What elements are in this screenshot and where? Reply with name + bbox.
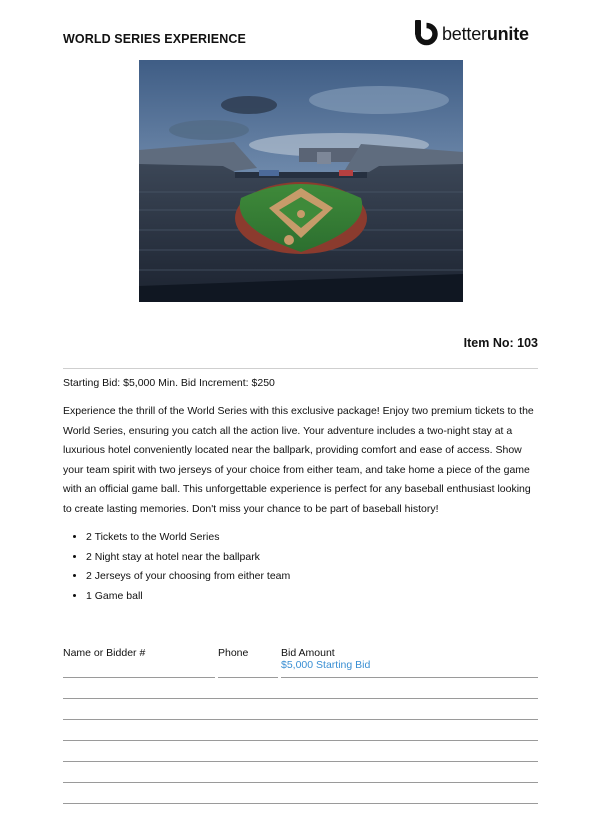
stadium-photo	[139, 60, 463, 302]
bid-entry-line[interactable]	[63, 740, 538, 741]
page-title: WORLD SERIES EXPERIENCE	[63, 32, 246, 46]
column-header-phone: Phone	[218, 647, 249, 659]
logo-text-bold: unite	[486, 24, 529, 44]
starting-bid-note: $5,000 Starting Bid	[281, 659, 371, 671]
header-rule-name	[63, 677, 215, 678]
column-header-name: Name or Bidder #	[63, 647, 146, 659]
betterunite-logo	[414, 20, 529, 48]
logo-text	[442, 25, 529, 43]
column-header-bid: Bid Amount	[281, 647, 335, 659]
item-number: Item No: 103	[463, 336, 538, 350]
bid-entry-line[interactable]	[63, 803, 538, 804]
feature-item: • 2 Night stay at hotel near the ballpark	[86, 548, 290, 568]
bid-entry-line[interactable]	[63, 698, 538, 699]
betterunite-b-icon	[414, 20, 438, 48]
item-description: Experience the thrill of the World Series with this exclusive package! Enjoy two premium tickets to the World Series, ensuring you catch all the action live. Your adventure includes a two-night stay at a luxurious hotel conveniently located near the ballpark, providing comfort and ease of access. Show your team spirit with two jerseys of your choice from either team, and take home a piece of the game with an official game ball. This unforgettable experience is perfect for any baseball enthusiast looking to create lasting memories. Don't miss your chance to be part of baseball history!	[63, 405, 534, 515]
bid-entry-line[interactable]	[63, 761, 538, 762]
header-rule-phone	[218, 677, 278, 678]
bid-entry-line[interactable]	[63, 782, 538, 783]
feature-item: • 2 Tickets to the World Series	[86, 528, 290, 548]
header-rule-bid	[281, 677, 538, 678]
starting-bid-info: Starting Bid: $5,000 Min. Bid Increment: $250	[63, 377, 275, 389]
bid-entry-line[interactable]	[63, 719, 538, 720]
logo-text-light: better	[442, 24, 487, 44]
feature-item: • 1 Game ball	[86, 587, 290, 607]
feature-list	[72, 528, 290, 607]
section-divider	[63, 368, 538, 369]
feature-item: • 2 Jerseys of your choosing from either team	[86, 567, 290, 587]
